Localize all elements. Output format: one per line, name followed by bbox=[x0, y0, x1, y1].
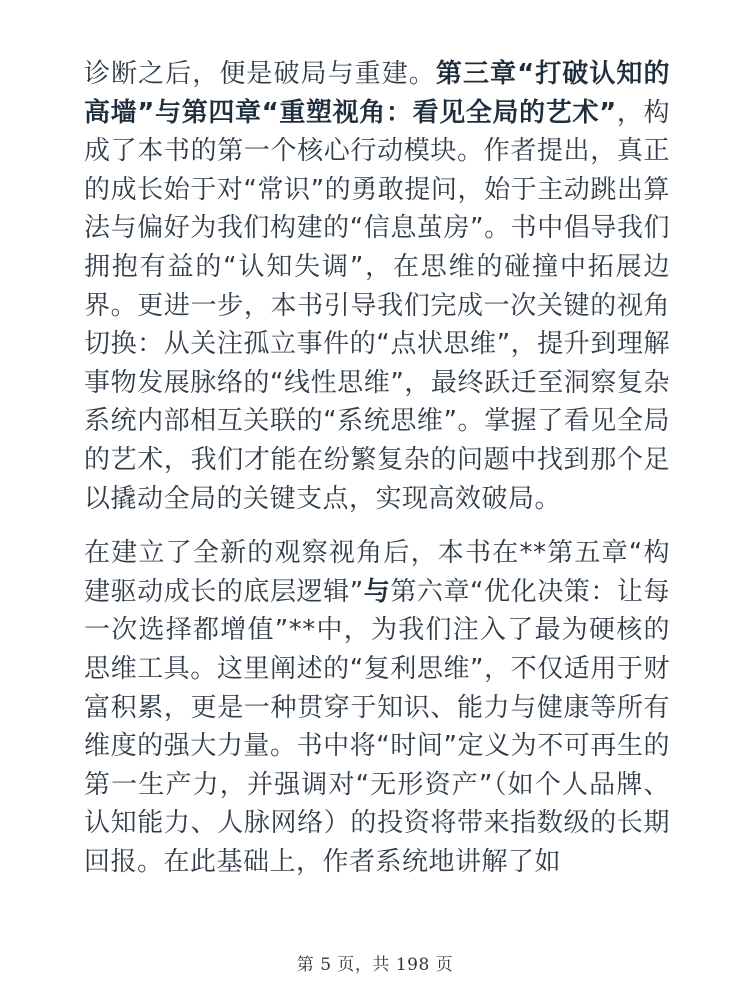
page-number-footer: 第 5 页，共 198 页 bbox=[296, 955, 454, 975]
page-content bbox=[84, 55, 670, 881]
paragraph-1-conjunction: 与 bbox=[154, 97, 182, 128]
paragraph-2-lead: 在建立了全新的观察视角后，本书在**第五章“构建驱动成长的底层逻辑” bbox=[84, 538, 670, 607]
paragraph-2-body: 第六章“优化决策：让每一次选择都增值”**中，为我们注入了最为硬核的思维工具。这里阐述的“复利思维”，不仅适用于财富积累，更是一种贯穿于知识、能力与健康等所有维度的强大力量。书中将“时间”定义为不可再生的第一生产力，并强调对“无形资产”（如个人品牌、认知能力、人脉网络）的投资将带来指数级的长期回报。在此基础上，作者系统地讲解了如 bbox=[84, 576, 670, 877]
paragraph-2 bbox=[84, 534, 670, 881]
paragraph-1-lead: 诊断之后，便是破局与重建。 bbox=[84, 59, 436, 89]
chapter-3-title: 第三章“打破认知的高墙” bbox=[84, 59, 670, 128]
chapter-4-title: 第四章“重塑视角：看见全局的艺术” bbox=[181, 97, 617, 128]
paragraph-1 bbox=[84, 55, 670, 518]
paragraph-2-conjunction: 与 bbox=[363, 576, 391, 607]
paragraph-1-body: ，构成了本书的第一个核心行动模块。作者提出，真正的成长始于对“常识”的勇敢提问，始于主动跳出算法与偏好为我们构建的“信息茧房”。书中倡导我们拥抱有益的“认知失调”，在思维的碰撞中拓展边界。更进一步，本书引导我们完成一次关键的视角切换：从关注孤立事件的“点状思维”，提升到理解事物发展脉络的“线性思维”，最终跃迁至洞察复杂系统内部相互关联的“系统思维”。掌握了看见全局的艺术，我们才能在纷繁复杂的问题中找到那个足以撬动全局的关键支点，实现高效破局。 bbox=[84, 97, 670, 514]
